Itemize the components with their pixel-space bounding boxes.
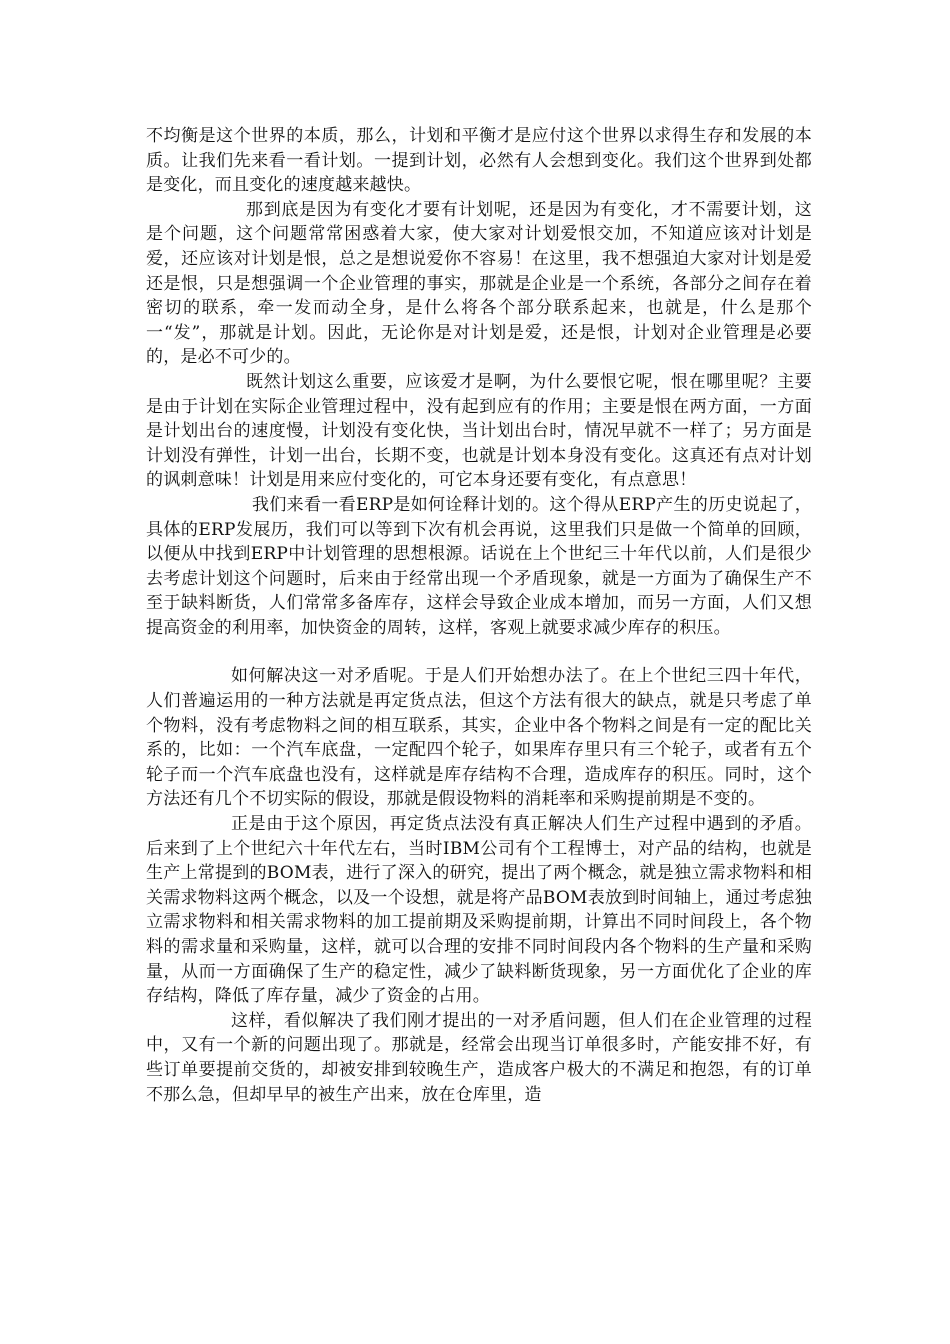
document-body (146, 124, 812, 1107)
paragraph-7: 这样，看似解决了我们刚才提出的一对矛盾问题，但人们在企业管理的过程中，又有一个新的问题出现了。那就是，经常会出现当订单很多时，产能安排不好，有些订单要提前交货的，却被安排到较晚生产，造成客户极大的不满足和抱怨，有的订单不那么急，但却早早的被生产出来，放在仓库里，造 (146, 1010, 812, 1105)
paragraph-6: 正是由于这个原因，再定货点法没有真正解决人们生产过程中遇到的矛盾。后来到了上个世纪六十年代左右，当时IBM公司有个工程博士，对产品的结构，也就是生产上常提到的BOM表，进行了深入的研究，提出了两个概念，就是独立需求物料和相关需求物料这两个概念，以及一个设想，就是将产品BOM表放到时间轴上，通过考虑独立需求物料和相关需求物料的加工提前期及采购提前期，计算出不同时间段上，各个物料的需求量和采购量，这样，就可以合理的安排不同时间段内各个物料的生产量和采购量，从而一方面确保了生产的稳定性，减少了缺料断货现象，另一方面优化了企业的库存结构，降低了库存量，减少了资金的占用。 (146, 814, 812, 1007)
paragraph-spacer (146, 640, 812, 664)
paragraph-5: 如何解决这一对矛盾呢。于是人们开始想办法了。在上个世纪三四十年代，人们普遍运用的一种方法就是再定货点法，但这个方法有很大的缺点，就是只考虑了单个物料，没有考虑物料之间的相互联系，其实，企业中各个物料之间是有一定的配比关系的，比如：一个汽车底盘，一定配四个轮子，如果库存里只有三个轮子，或者有五个轮子而一个汽车底盘也没有，这样就是库存结构不合理，造成库存的积压。同时，这个方法还有几个不切实际的假设，那就是假设物料的消耗率和采购提前期是不变的。 (146, 666, 812, 810)
paragraph-3: 既然计划这么重要，应该爱才是啊，为什么要恨它呢，恨在哪里呢？主要是由于计划在实际企业管理过程中，没有起到应有的作用；主要是恨在两方面，一方面是计划出台的速度慢，计划没有变化快，当计划出台时，情况早就不一样了；另方面是计划没有弹性，计划一出台，长期不变，也就是计划本身没有变化。这真还有点对计划的讽刺意味！计划是用来应付变化的，可它本身还要有变化，有点意思！ (146, 371, 812, 491)
paragraph-2: 那到底是因为有变化才要有计划呢，还是因为有变化，才不需要计划，这是个问题，这个问题常常困惑着大家，使大家对计划爱恨交加，不知道应该对计划是爱，还应该对计划是恨，总之是想说爱你不容易！在这里，我不想强迫大家对计划是爱还是恨，只是想强调一个企业管理的事实，那就是企业是一个系统，各部分之间存在着密切的联系，牵一发而动全身，是什么将各个部分联系起来，也就是，什么是那个一“发”，那就是计划。因此，无论你是对计划是爱，还是恨，计划对企业管理是必要的，是必不可少的。 (146, 199, 812, 368)
paragraph-1: 不均衡是这个世界的本质，那么，计划和平衡才是应付这个世界以求得生存和发展的本质。让我们先来看一看计划。一提到计划，必然有人会想到变化。我们这个世界到处都是变化，而且变化的速度越来越快。 (146, 126, 812, 196)
paragraph-4: 我们来看一看ERP是如何诠释计划的。这个得从ERP产生的历史说起了，具体的ERP发展历，我们可以等到下次有机会再说，这里我们只是做一个简单的回顾，以便从中找到ERP中计划管理的思想根源。话说在上个世纪三十年代以前，人们是很少去考虑计划这个问题时，后来由于经常出现一个矛盾现象，就是一方面为了确保生产不至于缺料断货，人们常常多备库存，这样会导致企业成本增加，而另一方面，人们又想提高资金的利用率，加快资金的周转，这样，客观上就要求减少库存的积压。 (146, 494, 812, 638)
